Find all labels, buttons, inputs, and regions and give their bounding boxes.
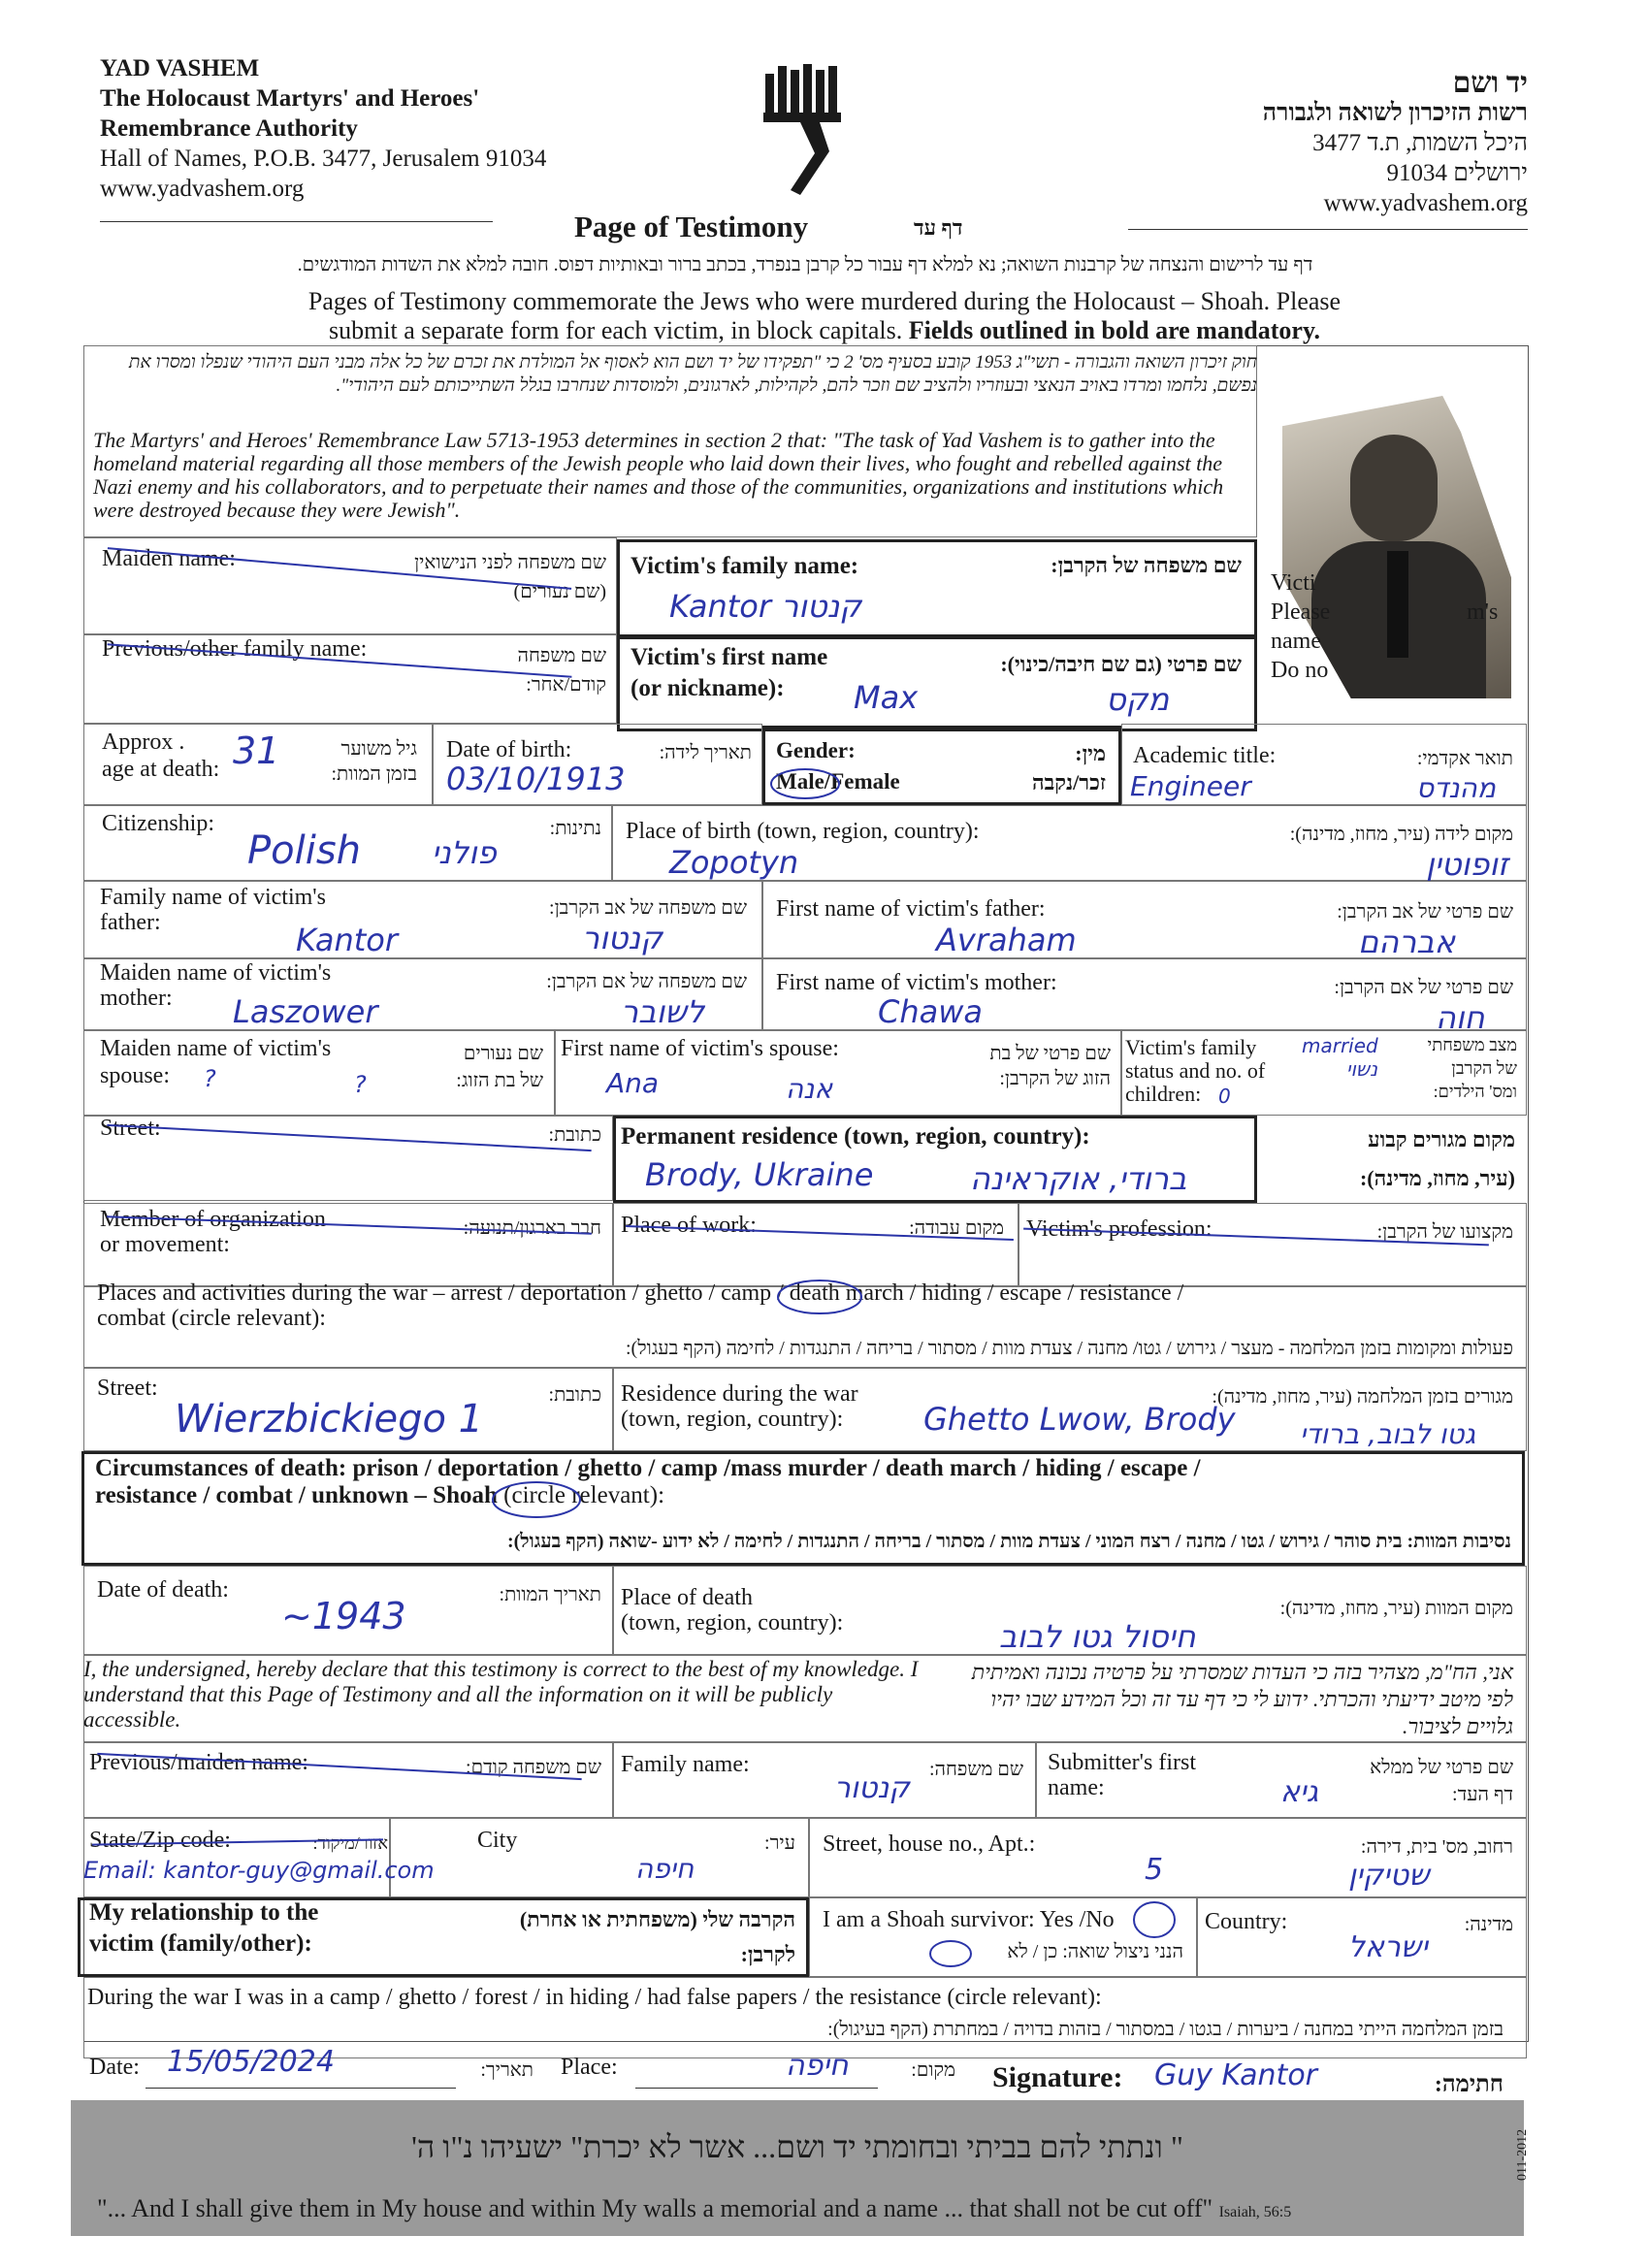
permanent-residence-value-he: ברודי, אוקראינה: [970, 1160, 1187, 1197]
father-family-label2: father:: [100, 910, 161, 935]
signature-label-he: חתימה:: [1434, 2072, 1504, 2097]
father-family-label: Family name of victim's: [100, 885, 326, 910]
family-status-label: Victim's family: [1125, 1035, 1257, 1059]
submitter-first-name-label2: name:: [1048, 1775, 1105, 1800]
citizenship-label-he: נתינות:: [549, 818, 601, 839]
date-value[interactable]: 15/05/2024: [167, 2045, 335, 2079]
zip-label-he: אזור/מיקוד:: [312, 1833, 388, 1853]
city-label: City: [477, 1828, 518, 1853]
circumstances-label: Circumstances of death: prison / deportation / ghetto / camp /mass murder / death march / hiding / escape /: [95, 1455, 1201, 1481]
family-status-value-he: נשוי: [1346, 1057, 1378, 1081]
academic-title-label-he: תואר אקדמי:: [1416, 748, 1513, 769]
death-place-value-he: חיסול גטו לבוב: [999, 1618, 1196, 1655]
date-label-he: תאריך:: [480, 2059, 534, 2081]
spouse-first-label: First name of victim's spouse:: [561, 1036, 839, 1061]
spouse-maiden-label-he: שם נעורים: [463, 1043, 543, 1064]
spouse-maiden-value-he: ?: [354, 1071, 367, 1098]
family-status-label-he: מצב משפחתי: [1427, 1035, 1517, 1054]
photo-note-2b: m's: [1467, 599, 1499, 625]
law-hebrew: חוק זיכרון השואה והגבורה - תשי"ג 1953 קובע בסעיף מס' 2 כי "תפקידו של יד ושם הוא לאסוף אל המולדת את זכרם של כל אלה מבני העם היהודי שנפלו ומסרו את נפשם, נלחמו ומרדו באויב הנאצי ובעוזריו ולהציב שם וזכר להם, לקהילות, לארגונים, ולמוסדות שנחרבו בגלל השתייכותם לעם היהודי".: [128, 352, 1257, 396]
relationship-label: My relationship to the: [89, 1899, 319, 1926]
submitter-war-label: During the war I was in a camp / ghetto / forest / in hiding / had false papers / the resistance (circle relevant):: [87, 1985, 1102, 2010]
submitter-street-label-he: רחוב, מס' בית, דירה:: [1360, 1836, 1513, 1858]
survivor-no-circle-he: [927, 1938, 974, 1969]
war-activities-label-he: פעולות ומקומות בזמן המלחמה - מעצר / גירוש / גטו/ מחנה / צעדת מוות / מסתור / בריחה / התנגדות / לחימה (הקף בעגול):: [626, 1338, 1513, 1359]
first-name-value-he: מקס: [1106, 681, 1170, 718]
previous-name-label: Previous/other family name:: [102, 636, 368, 662]
submitter-street-label: Street, house no., Apt.:: [823, 1831, 1036, 1857]
age-label-he: גיל משוער: [340, 738, 417, 760]
photo-head: [1350, 435, 1438, 541]
place-line: [635, 2088, 878, 2089]
father-family-value-he: קנטור: [582, 920, 663, 956]
maiden-name-label-he: שם משפחה לפני הנישואין: [414, 552, 606, 573]
relationship-label-he2: לקרבן:: [740, 1942, 795, 1966]
permanent-residence-label-he2: (עיר, מחוז, מדינה):: [1359, 1166, 1515, 1190]
permanent-residence-value: Brody, Ukraine: [645, 1156, 874, 1193]
org-line1: The Holocaust Martyrs' and Heroes': [100, 85, 480, 112]
death-date-label-he: תאריך המוות:: [499, 1584, 601, 1605]
birthplace-label: Place of birth (town, region, country):: [626, 819, 980, 844]
mother-first-value: Chawa: [878, 993, 984, 1030]
family-name-label: Victim's family name:: [630, 553, 859, 579]
death-date-label: Date of death:: [97, 1577, 229, 1603]
shoah-circle: [491, 1480, 582, 1519]
gender-options-he: זכר/נקבה: [1032, 770, 1106, 794]
submitter-first-name-value: גיא: [1280, 1775, 1319, 1809]
header-rule-left: [100, 221, 493, 222]
photo-note-4: Do no: [1271, 658, 1329, 683]
mother-first-value-he: חוה: [1436, 999, 1485, 1036]
maiden-name-label-he2: (שם נעורים): [513, 581, 606, 602]
citizenship-label: Citizenship:: [102, 811, 214, 836]
father-first-label-he: שם פרטי של אב הקרבן:: [1337, 901, 1513, 923]
ghetto-circle: [776, 1279, 863, 1315]
death-place-label-he: מקום המוות (עיר, מחוז, מדינה):: [1279, 1598, 1513, 1619]
birthplace-value-he: זופוטין: [1426, 846, 1509, 883]
intro-line1: Pages of Testimony commemorate the Jews who were murdered during the Holocaust – Shoah. Please: [307, 287, 1342, 315]
declaration-english: I, the undersigned, hereby declare that this testimony is correct to the best of my knowledge. I understand that this Page of Testimony and all the information on it will be publicly accessible.: [83, 1657, 919, 1732]
spouse-first-label-he: שם פרטי של בת: [989, 1043, 1111, 1064]
form-code: 011-2012: [1515, 2128, 1530, 2181]
spouse-maiden-label2: spouse:: [100, 1063, 170, 1088]
spouse-maiden-label-he2: של בת הזוג:: [456, 1070, 543, 1091]
zip-label: State/Zip code:: [89, 1828, 231, 1853]
street-label-he: כתובת:: [548, 1124, 601, 1146]
photo-note-2: Please: [1271, 599, 1331, 625]
spouse-maiden-label: Maiden name of victim's: [100, 1036, 332, 1061]
first-name-label: Victim's first name: [630, 644, 828, 670]
photo-tie: [1387, 551, 1408, 658]
intro-line2: submit a separate form for each victim, in block capitals. Fields outlined in bold are mandatory.: [328, 316, 1321, 344]
header-hebrew: [1263, 68, 1528, 218]
age-label: Approx .: [102, 729, 185, 755]
father-family-label-he: שם משפחה של אב הקרבן:: [549, 897, 747, 919]
age-value: 31: [233, 729, 280, 772]
war-residence-label-he: מגורים בזמן המלחמה (עיר, מחוז, מדינה):: [1212, 1386, 1513, 1408]
war-residence-label: Residence during the war: [621, 1381, 858, 1407]
age-label2: age at death:: [102, 757, 220, 782]
profession-label: Victim's profession:: [1026, 1216, 1212, 1242]
yad-vashem-logo: [761, 64, 849, 205]
place-label: Place:: [561, 2055, 618, 2080]
maiden-name-label: Maiden name:: [102, 546, 236, 571]
birthplace-value: Zopotyn: [669, 844, 799, 881]
family-name-label-he: שם משפחה של הקרבן:: [1051, 553, 1242, 577]
submitter-street-value-he: שטיקין: [1348, 1859, 1430, 1893]
war-activities-label: Places and activities during the war – arrest / deportation / ghetto / camp / death march / hiding / escape / resistance /: [97, 1280, 1184, 1306]
footer-quote-en: "... And I shall give them in My house and within My walls a memorial and a name ... that shall not be cut off" Isaiah, 56:5: [97, 2194, 1292, 2222]
dob-value: 03/10/1913: [446, 761, 626, 797]
permanent-residence-label-he: מקום מגורים קבוע: [1368, 1127, 1515, 1151]
academic-title-label: Academic title:: [1133, 743, 1277, 768]
page-title-he: דף עד: [914, 215, 963, 240]
spouse-maiden-value: ?: [204, 1065, 216, 1092]
mother-maiden-value-he: לשובר: [621, 993, 705, 1030]
submitter-family-name-label: Family name:: [621, 1752, 750, 1777]
citizenship-value: Polish: [247, 828, 362, 873]
academic-title-value-he: מהנדס: [1416, 772, 1496, 804]
spouse-first-label-he2: הזוג של הקרבן:: [999, 1068, 1111, 1089]
survivor-label: I am a Shoah survivor: Yes /No: [823, 1907, 1115, 1932]
street-label: Street:: [100, 1116, 161, 1141]
war-street-label: Street:: [97, 1376, 158, 1401]
family-status-label-he2: של הקרבן: [1451, 1058, 1517, 1078]
country-value: ישראל: [1348, 1930, 1429, 1964]
country-label: Country:: [1205, 1909, 1288, 1934]
mother-first-label-he: שם פרטי של אם הקרבן:: [1334, 977, 1513, 998]
intro-mandatory: Fields outlined in bold are mandatory.: [908, 316, 1321, 344]
father-first-label: First name of victim's father:: [776, 896, 1046, 922]
academic-title-value: Engineer: [1130, 770, 1251, 802]
organization-label-he: חבר בארגון/תנועה:: [463, 1217, 601, 1239]
dob-label-he: תאריך לידה:: [659, 742, 752, 763]
war-street-label-he: כתובת:: [548, 1384, 601, 1406]
first-name-value: Max: [854, 679, 919, 716]
profession-label-he: מקצועו של הקרבן:: [1376, 1221, 1513, 1243]
war-residence-value: Ghetto Lwow, Brody: [923, 1401, 1236, 1438]
header-english: [100, 53, 546, 204]
mother-first-label: First name of victim's mother:: [776, 970, 1057, 995]
submitter-family-name-value: קנטור: [834, 1771, 910, 1805]
father-family-value: Kantor: [296, 922, 399, 958]
permanent-residence-label: Permanent residence (town, region, country):: [621, 1123, 1090, 1150]
organization-label2: or movement:: [100, 1232, 230, 1257]
war-residence-value-he: גטו לבוב, ברודי: [1300, 1418, 1476, 1450]
family-status-label2: status and no. of: [1125, 1058, 1266, 1083]
submitter-war-label-he: בזמן המלחמה הייתי במחנה / ביערות / בגטו / במסתור / בזהות בדויה / במחתרת (הקף בעיגול):: [827, 2019, 1504, 2040]
submitter-first-name-label-he: שם פרטי של ממלא: [1370, 1757, 1513, 1778]
relationship-label2: victim (family/other):: [89, 1930, 312, 1957]
first-name-label2: (or nickname):: [630, 675, 785, 701]
circumstances-label-he: נסיבות המוות: בית סוהר / גירוש / גטו / מחנה / רצח המוני / צעדת מוות / מסתור / בריחה / התנגדות / לחימה / לא ידוע -שואה (הקף בעגול):: [506, 1531, 1511, 1552]
citizenship-value-he: פולני: [432, 834, 497, 871]
spouse-first-value-he: אנה: [786, 1073, 833, 1105]
survivor-label-he: הנני ניצול שואה: כן / לא: [1007, 1941, 1183, 1962]
photo-note-1: Victi: [1271, 570, 1316, 596]
gender-label: Gender:: [776, 738, 856, 762]
survivor-no-circle: [1131, 1899, 1178, 1940]
family-status-value: married: [1302, 1034, 1378, 1057]
birthplace-label-he: מקום לידה (עיר, מחוז, מדינה):: [1289, 824, 1513, 845]
first-name-label-he: שם פרטי (גם שם חיבה/כינוי):: [1000, 652, 1242, 676]
intro-hebrew: דף עד לרישום והנצחה של קרבנות השואה; נא למלא דף עבור כל קרבן בנפרד, בכתב ברור ובאותיות דפוס. חובה למלא את השדות המודגשים.: [297, 254, 1313, 275]
signature-value[interactable]: Guy Kantor: [1154, 2058, 1318, 2092]
organization-label: Member of organization: [100, 1207, 326, 1232]
relationship-label-he: הקרבה שלי (משפחתית או אחרת): [519, 1907, 795, 1931]
org-name: YAD VASHEM: [100, 55, 260, 81]
previous-name-label-he: שם משפחה: [517, 645, 606, 666]
death-place-label: Place of death: [621, 1585, 753, 1610]
children-count-value: 0: [1218, 1085, 1231, 1108]
father-first-value-he: אברהם: [1358, 923, 1456, 960]
mother-maiden-label-he: שם משפחה של אם הקרבן:: [546, 971, 747, 992]
dob-label: Date of birth:: [446, 737, 572, 762]
previous-name-label-he2: קודם/אחר:: [526, 674, 606, 696]
org-line2-he: היכל השמות, ת.ד 3477: [1312, 130, 1528, 156]
gender-options: Male/Female: [776, 769, 900, 794]
place-label-he: מקום:: [911, 2059, 955, 2081]
org-address: Hall of Names, P.O.B. 3477, Jerusalem 91034: [100, 146, 547, 172]
submitter-family-name-label-he: שם משפחה:: [928, 1759, 1023, 1780]
place-value[interactable]: חיפה: [786, 2049, 849, 2083]
city-value: חיפה: [635, 1853, 695, 1885]
header-rule-right: [1128, 229, 1528, 230]
org-line1-he: רשות הזיכרון לשואה ולגבורה: [1262, 100, 1528, 126]
intro-english: [194, 287, 1455, 345]
org-line3-he: ירושלים 91034: [1386, 160, 1528, 186]
org-name-he: יד ושם: [1452, 67, 1528, 99]
submitter-street-number: 5: [1145, 1853, 1164, 1887]
death-date-value: ~1943: [281, 1595, 406, 1637]
page-title: Page of Testimony: [574, 210, 809, 243]
war-street-value: Wierzbickiego 1: [175, 1397, 484, 1442]
city-label-he: עיר:: [764, 1832, 795, 1854]
mother-maiden-label: Maiden name of victim's: [100, 960, 332, 986]
submitter-first-name-label-he2: דף העד:: [1452, 1784, 1513, 1805]
submitter-first-name-label: Submitter's first: [1048, 1750, 1196, 1775]
father-first-value: Avraham: [936, 922, 1077, 958]
survivor-no: No: [1085, 1907, 1115, 1932]
war-activities-label2: combat (circle relevant):: [97, 1306, 326, 1331]
photo-note-3: name: [1271, 629, 1321, 654]
war-residence-label2: (town, region, country):: [621, 1407, 844, 1432]
submitter-previous-name-label-he: שם משפחה קודם:: [466, 1757, 601, 1778]
circumstances-label2: resistance / combat / unknown – Shoah (circle relevant):: [95, 1482, 665, 1508]
date-label: Date:: [89, 2055, 140, 2080]
submitter-previous-name-label: Previous/maiden name:: [89, 1750, 308, 1775]
workplace-label-he: מקום עבודה:: [909, 1217, 1004, 1239]
spouse-first-value: Ana: [606, 1067, 660, 1099]
workplace-label: Place of work:: [621, 1213, 757, 1238]
org-web-he: www.yadvashem.org: [1323, 190, 1528, 216]
gender-label-he: מין:: [1075, 741, 1106, 765]
mother-maiden-value: Laszower: [233, 993, 378, 1030]
mother-maiden-label2: mother:: [100, 986, 173, 1011]
email-value: Email: kantor-guy@gmail.com: [83, 1857, 435, 1884]
org-web: www.yadvashem.org: [100, 176, 305, 202]
date-line: [146, 2088, 456, 2089]
declaration-hebrew: אני, הח"מ, מצהיר בזה כי העדות שמסרתי על פרטיה נכונה ואמיתית לפי מיטב ידיעתי והכרתי. ידוע לי כי דף עד זה וכל המידע שבו יהיו גלויים לציבור.: [971, 1660, 1513, 1738]
family-name-value: Kantor קנטור: [669, 588, 862, 625]
gender-male-circle: [768, 766, 842, 801]
death-place-label2: (town, region, country):: [621, 1610, 844, 1636]
family-status-label-he3: ומס' הילדים:: [1433, 1082, 1517, 1101]
footer-ref: Isaiah, 56:5: [1218, 2204, 1292, 2220]
family-status-label3: children:: [1125, 1082, 1202, 1106]
country-label-he: מדינה:: [1464, 1914, 1513, 1935]
org-line2: Remembrance Authority: [100, 115, 358, 142]
age-label-he2: בזמן המוות:: [331, 763, 417, 785]
city-field[interactable]: [390, 1818, 809, 1897]
law-english: The Martyrs' and Heroes' Remembrance Law 5713-1953 determines in section 2 that: "The task of Yad Vashem is to gather into the homeland material regarding all those members of the Jewish people who laid down their lives, who fought and rebelled against the Nazi enemy and his collaborators, and to perpetuate their names and those of the communities, organizations and institutions which were destroyed because they were Jewish".: [93, 428, 1224, 522]
signature-label: Signature:: [992, 2061, 1123, 2093]
footer-quote-he: " ונתתי להם בביתי ובחומתי יד ושם... אשר לא יכרת" ישעיהו נ"ו ה': [411, 2129, 1183, 2164]
